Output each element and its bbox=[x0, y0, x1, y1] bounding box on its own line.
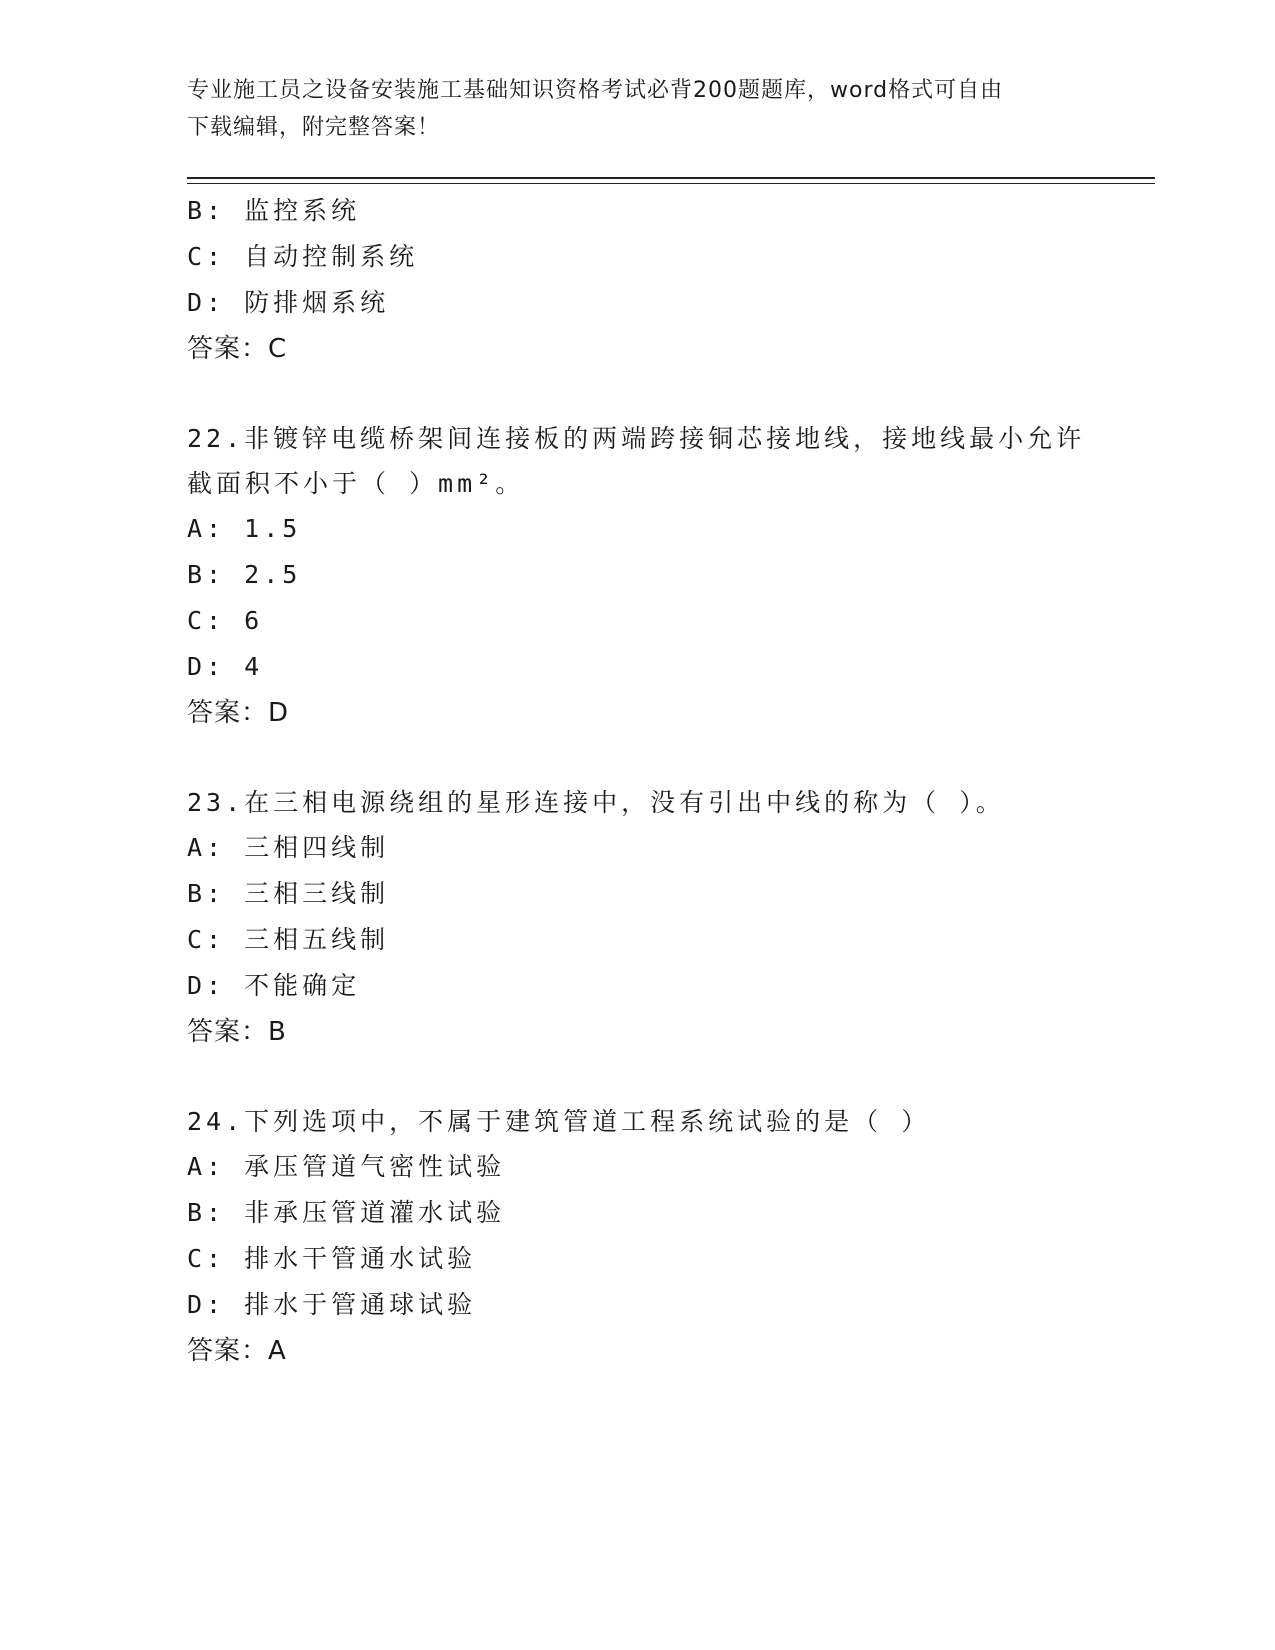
header-line-2: 下载编辑，附完整答案！ bbox=[187, 115, 441, 140]
question-22 bbox=[187, 416, 1087, 736]
question-stem-line-1: 22.非镀锌电缆桥架间连接板的两端跨接铜芯接地线，接地线最小允许 bbox=[187, 424, 1086, 453]
header-line-1: 专业施工员之设备安装施工基础知识资格考试必背200题题库，word格式可自由 bbox=[187, 78, 1004, 103]
option-a: A: 三相四线制 bbox=[187, 833, 390, 862]
answer-line: 答案：B bbox=[187, 1017, 287, 1047]
option-d: D: 排水于管通球试验 bbox=[187, 1290, 477, 1319]
option-b: B: 三相三线制 bbox=[187, 879, 390, 908]
spacer bbox=[187, 372, 1087, 416]
document-body bbox=[187, 188, 1087, 1374]
question-21-continuation bbox=[187, 188, 1087, 372]
option-c: C: 三相五线制 bbox=[187, 925, 390, 954]
option-b: B: 2.5 bbox=[187, 560, 302, 589]
answer-line: 答案：A bbox=[187, 1336, 287, 1366]
header-divider-thin bbox=[187, 183, 1155, 184]
option-b: B: 监控系统 bbox=[187, 196, 361, 225]
option-c: C: 6 bbox=[187, 606, 264, 635]
answer-line: 答案：D bbox=[187, 698, 290, 728]
option-d: D: 不能确定 bbox=[187, 971, 361, 1000]
option-d: D: 4 bbox=[187, 652, 264, 681]
option-a: A: 承压管道气密性试验 bbox=[187, 1152, 506, 1181]
option-d: D: 防排烟系统 bbox=[187, 288, 390, 317]
question-stem-line-1: 24.下列选项中，不属于建筑管道工程系统试验的是（ ） bbox=[187, 1107, 931, 1136]
question-stem-line-2: 截面积不小于（ ）mm²。 bbox=[187, 469, 525, 498]
option-c: C: 排水干管通水试验 bbox=[187, 1244, 477, 1273]
document-header bbox=[187, 72, 1067, 146]
spacer bbox=[187, 736, 1087, 780]
question-24 bbox=[187, 1099, 1087, 1374]
option-b: B: 非承压管道灌水试验 bbox=[187, 1198, 506, 1227]
answer-line: 答案：C bbox=[187, 334, 288, 364]
option-c: C: 自动控制系统 bbox=[187, 242, 419, 271]
option-a: A: 1.5 bbox=[187, 514, 302, 543]
question-stem-line-1: 23.在三相电源绕组的星形连接中，没有引出中线的称为（ ）。 bbox=[187, 788, 1005, 817]
spacer bbox=[187, 1055, 1087, 1099]
header-divider-thick bbox=[187, 177, 1155, 179]
question-23 bbox=[187, 780, 1087, 1055]
